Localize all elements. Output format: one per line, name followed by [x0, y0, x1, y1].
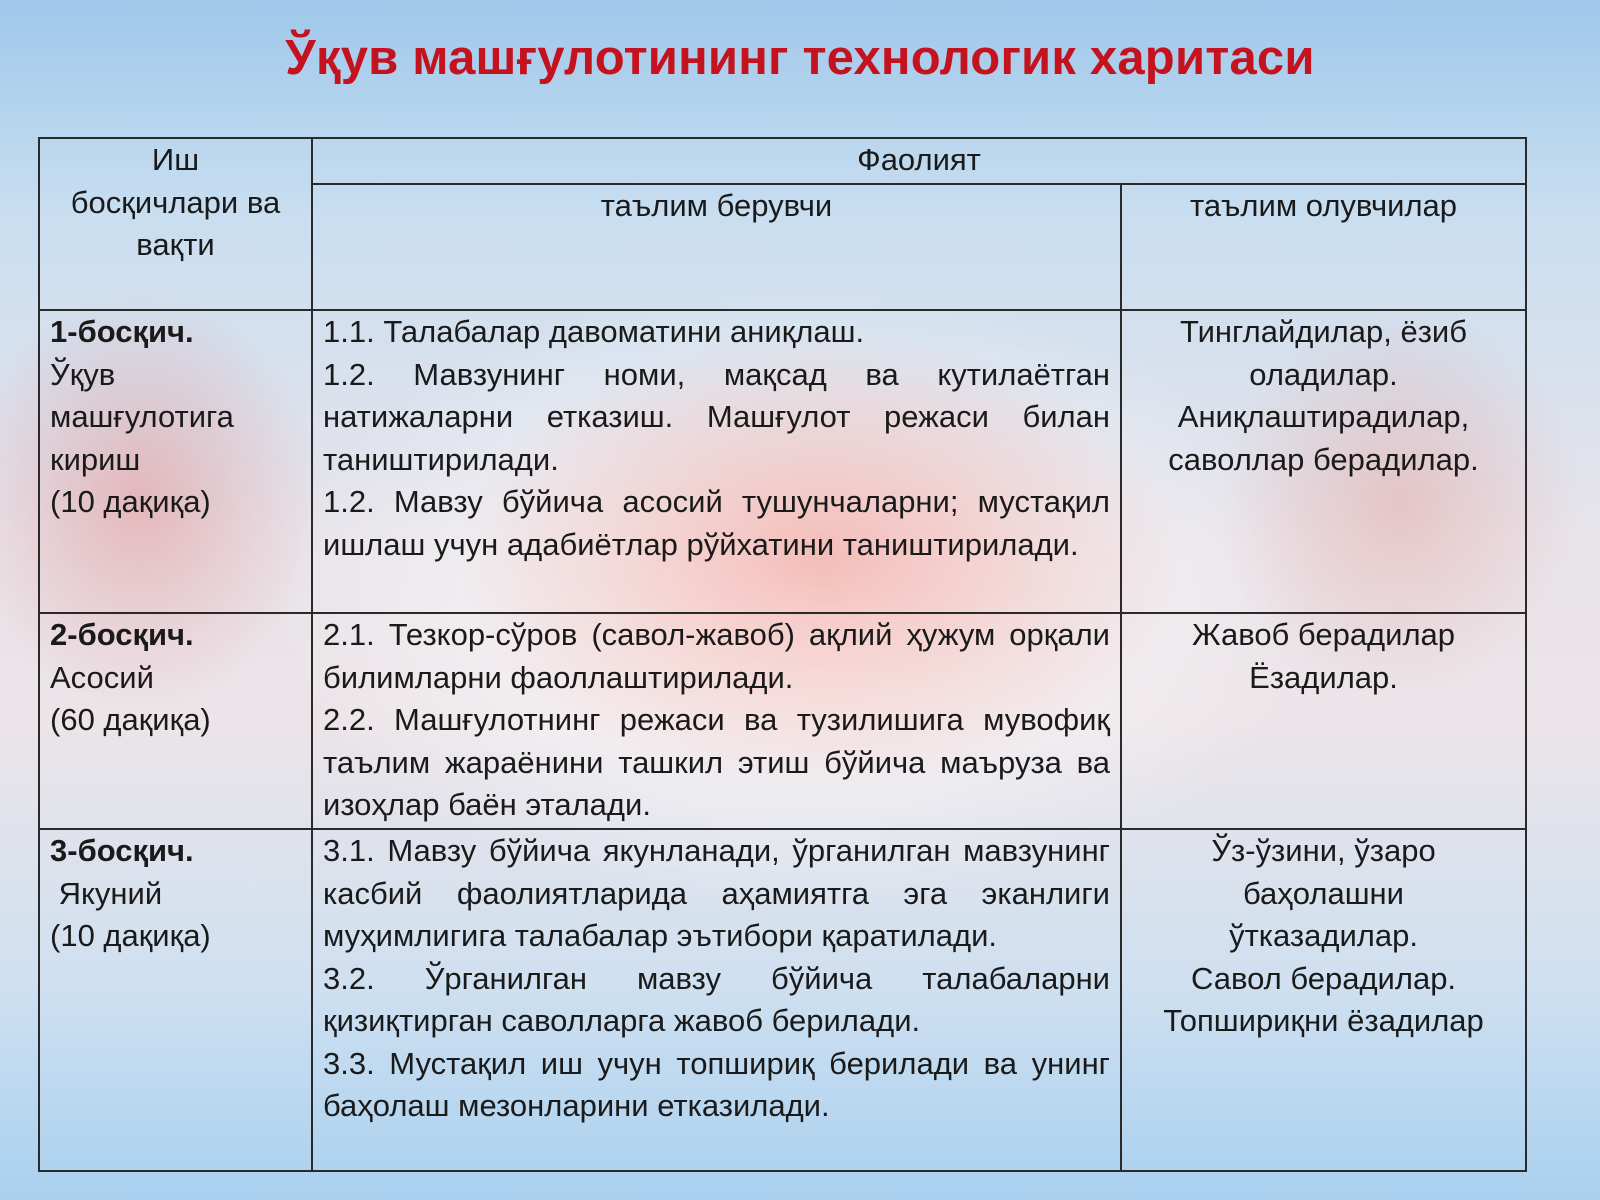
- header-stage-cell: [39, 138, 312, 310]
- stage-line: (10 дақиқа): [50, 918, 211, 953]
- header-stage-line: Иш: [151, 142, 200, 177]
- teacher-item: 1.2. Мавзу бўйича асосий тушунчаларни; мустақил ишлаш учун адабиётлар рўйхатини таништирилади.: [323, 484, 1110, 562]
- student-line: Савол берадилар.: [1190, 960, 1457, 996]
- stage-cell: [39, 310, 312, 613]
- stage-line: Асосий: [50, 659, 154, 695]
- teacher-item: 2.2. Машғулотнинг режаси ва тузилишига мувофиқ таълим жараёнини ташкил этиш бўйича маъруза ва изоҳлар баён эталади.: [323, 702, 1110, 822]
- header-activity-cell: Фаолият: [312, 138, 1526, 184]
- student-line: Аниқлаштирадилар,: [1177, 399, 1470, 434]
- header-row: [39, 138, 1526, 184]
- student-line: Тинглайдилар, ёзиб: [1180, 314, 1468, 349]
- students-cell: [1121, 310, 1526, 613]
- stage-cell: [39, 829, 312, 1171]
- header-stage-line: босқичлари ва: [70, 184, 281, 220]
- stage-line: Якуний: [50, 875, 163, 911]
- stage-name: 2-босқич.: [50, 617, 194, 652]
- technology-map-table: [38, 137, 1527, 1172]
- stage-line: кириш: [50, 441, 141, 477]
- student-line: Ўз-ўзини, ўзаро: [1211, 833, 1436, 868]
- student-line: оладилар.: [1249, 356, 1398, 392]
- stage-line: машғулотига: [50, 399, 234, 434]
- header-students-cell: таълим олувчилар: [1121, 184, 1526, 310]
- table-row: [39, 829, 1526, 1171]
- header-teacher-cell: таълим берувчи: [312, 184, 1121, 310]
- stage-line: (10 дақиқа): [50, 484, 211, 519]
- page-title: Ўқув машғулотининг технологик харитаси: [285, 31, 1315, 85]
- table-row: [39, 310, 1526, 613]
- teacher-item: 2.1. Тезкор-сўров (савол-жавоб) ақлий ҳужум орқали билимларни фаоллаштирилади.: [323, 617, 1110, 695]
- stage-line: Ўқув: [50, 356, 116, 392]
- teacher-item: 1.2. Мавзунинг номи, мақсад ва кутилаётган натижаларни етказиш. Машғулот режаси билан таништирилади.: [323, 356, 1110, 477]
- student-line: Жавоб берадилар: [1191, 617, 1456, 652]
- teacher-item: 1.1. Талабалар давоматини аниқлаш.: [323, 314, 865, 349]
- stage-name: 3-босқич.: [50, 833, 194, 868]
- teacher-item: 3.2. Ўрганилган мавзу бўйича талабаларни қизиқтирган саволларга жавоб берилади.: [323, 960, 1110, 1038]
- table-row: [39, 613, 1526, 829]
- teacher-cell: [312, 613, 1121, 829]
- teacher-item: 3.3. Мустақил иш учун топшириқ берилади ва унинг баҳолаш мезонларини етказилади.: [323, 1045, 1110, 1123]
- stage-name: 1-босқич.: [50, 314, 194, 349]
- teacher-cell: [312, 829, 1121, 1171]
- students-cell: [1121, 613, 1526, 829]
- teacher-item: 3.1. Мавзу бўйича якунланади, ўрганилган мавзунинг касбий фаолиятларида аҳамиятга эга эканлиги муҳимлигига талабалар эътибори қаратилади.: [323, 833, 1110, 953]
- students-cell: [1121, 829, 1526, 1171]
- student-line: Ёзадилар.: [1249, 659, 1398, 695]
- student-line: баҳолашни: [1243, 875, 1404, 911]
- teacher-cell: [312, 310, 1121, 613]
- stage-cell: [39, 613, 312, 829]
- header-stage-line: вақти: [136, 227, 215, 262]
- student-line: ўтказадилар.: [1229, 918, 1418, 953]
- stage-line: (60 дақиқа): [50, 702, 211, 737]
- student-line: Топшириқни ёзадилар: [1163, 1003, 1484, 1038]
- student-line: саволлар берадилар.: [1168, 441, 1479, 477]
